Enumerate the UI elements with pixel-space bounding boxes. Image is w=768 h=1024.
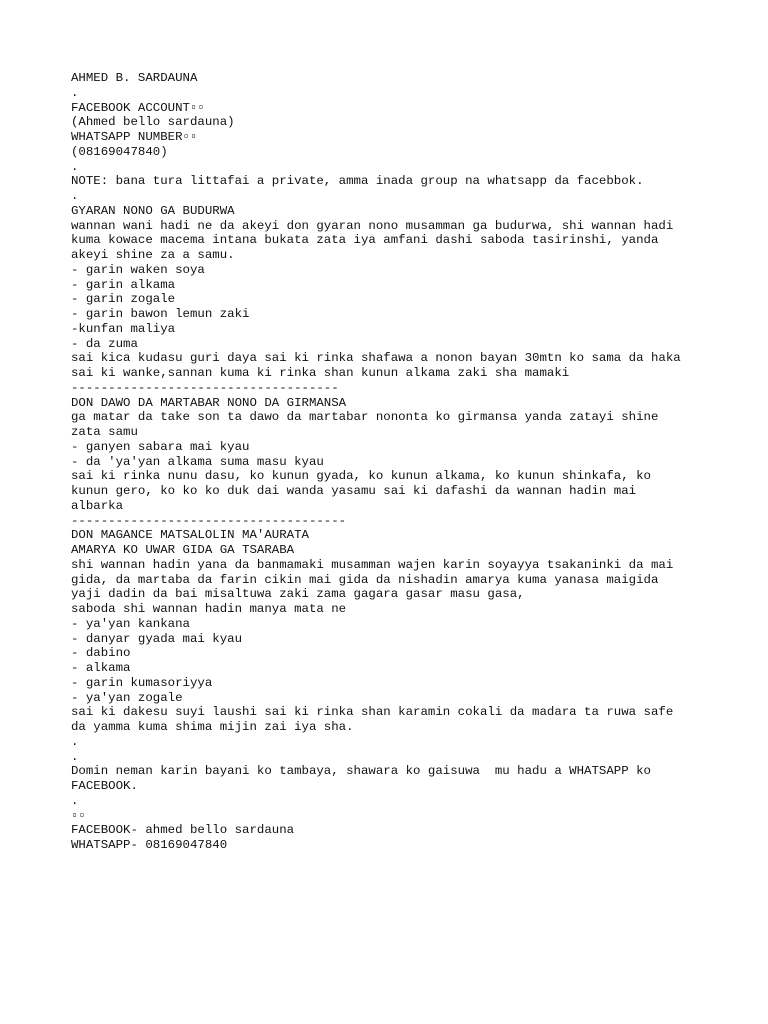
text-line: sai kica kudasu guri daya sai ki rinka shafawa a nonon bayan 30mtn ko sama da haka [71, 351, 681, 366]
text-line: DON MAGANCE MATSALOLIN MA'AURATA [71, 528, 309, 543]
text-line: - dabino [71, 646, 131, 661]
text-line: AHMED B. SARDAUNA [71, 71, 198, 85]
text-line: zata samu [71, 425, 138, 439]
text-line: kunun gero, ko ko ko duk dai wanda yasamu sai ki dafashi da wannan hadin mai [71, 484, 637, 498]
text-line: . [71, 749, 79, 764]
text-line: - garin bawon lemun zaki [71, 307, 250, 321]
text-line: - ya'yan kankana [71, 616, 190, 631]
text-line: - da zuma [71, 336, 138, 351]
text-line: - ya'yan zogale [71, 690, 183, 705]
text-line: - garin zogale [71, 292, 176, 307]
text-line: AMARYA KO UWAR GIDA GA TSARABA [71, 543, 295, 557]
text-line: (Ahmed bello sardauna) [71, 115, 235, 130]
text-line: GYARAN NONO GA BUDURWA [71, 203, 235, 218]
text-line: . [71, 734, 79, 749]
text-line: -kunfan maliya [71, 321, 176, 336]
text-line: FACEBOOK. [71, 779, 138, 793]
text-line: FACEBOOK ACCOUNT▫▫ [71, 100, 205, 115]
text-line: NOTE: bana tura littafai a private, amma inada group na whatsapp da facebbok. [71, 174, 644, 189]
text-line: . [71, 85, 79, 100]
text-line: . [71, 159, 79, 174]
text-line: saboda shi wannan hadin manya mata ne [71, 602, 347, 616]
text-line: . [71, 793, 79, 808]
text-line: yaji dadin da bai misaltuwa zaki zama gagara gasar masu gasa, [71, 587, 525, 602]
text-line: wannan wani hadi ne da akeyi don gyaran nono musamman ga budurwa, shi wannan hadi [71, 218, 674, 233]
text-line: sai ki wanke,sannan kuma ki rinka shan kunun alkama zaki sha mamaki [71, 366, 570, 380]
text-line: - ganyen sabara mai kyau [71, 439, 250, 454]
text-line: sai ki dakesu suyi laushi sai ki rinka shan karamin cokali da madara ta ruwa safe [71, 705, 674, 720]
text-line: kuma kowace macema intana bukata zata iya amfani dashi saboda tasirinshi, yanda [71, 233, 659, 248]
text-line: - danyar gyada mai kyau [71, 631, 243, 646]
text-line: WHATSAPP NUMBER▫▫ [71, 130, 198, 144]
text-line: - alkama [71, 661, 131, 675]
text-line: (08169047840) [71, 144, 168, 159]
text-line: ------------------------------------- [71, 513, 347, 528]
text-line: albarka [71, 498, 124, 513]
text-line: ------------------------------------ [71, 380, 339, 395]
text-line: shi wannan hadin yana da banmamaki musamman wajen karin soyayya tsakaninki da mai [71, 557, 674, 572]
text-line: akeyi shine za a samu. [71, 248, 235, 262]
text-line: . [71, 189, 79, 203]
text-line: sai ki rinka nunu dasu, ko kunun gyada, ko kunun alkama, ko kunun shinkafa, ko [71, 469, 651, 484]
text-line: - garin alkama [71, 277, 176, 292]
text-line: - garin waken soya [71, 262, 205, 277]
text-line: gida, da martaba da farin cikin mai gida da nishadin amarya kuma yanasa maigida [71, 572, 659, 587]
text-line: ▫▫ [71, 808, 86, 823]
text-line: Domin neman karin bayani ko tambaya, shawara ko gaisuwa mu hadu a WHATSAPP ko [71, 764, 651, 779]
document-body [71, 71, 731, 853]
text-line: DON DAWO DA MARTABAR NONO DA GIRMANSA [71, 395, 347, 410]
text-line: da yamma kuma shima mijin zai iya sha. [71, 720, 354, 734]
text-line: FACEBOOK- ahmed bello sardauna [71, 823, 295, 838]
text-line: - da 'ya'yan alkama suma masu kyau [71, 454, 324, 469]
text-line: WHATSAPP- 08169047840 [71, 838, 228, 852]
text-line: - garin kumasoriyya [71, 675, 213, 690]
text-line: ga matar da take son ta dawo da martabar nononta ko girmansa yanda zatayi shine [71, 410, 659, 425]
